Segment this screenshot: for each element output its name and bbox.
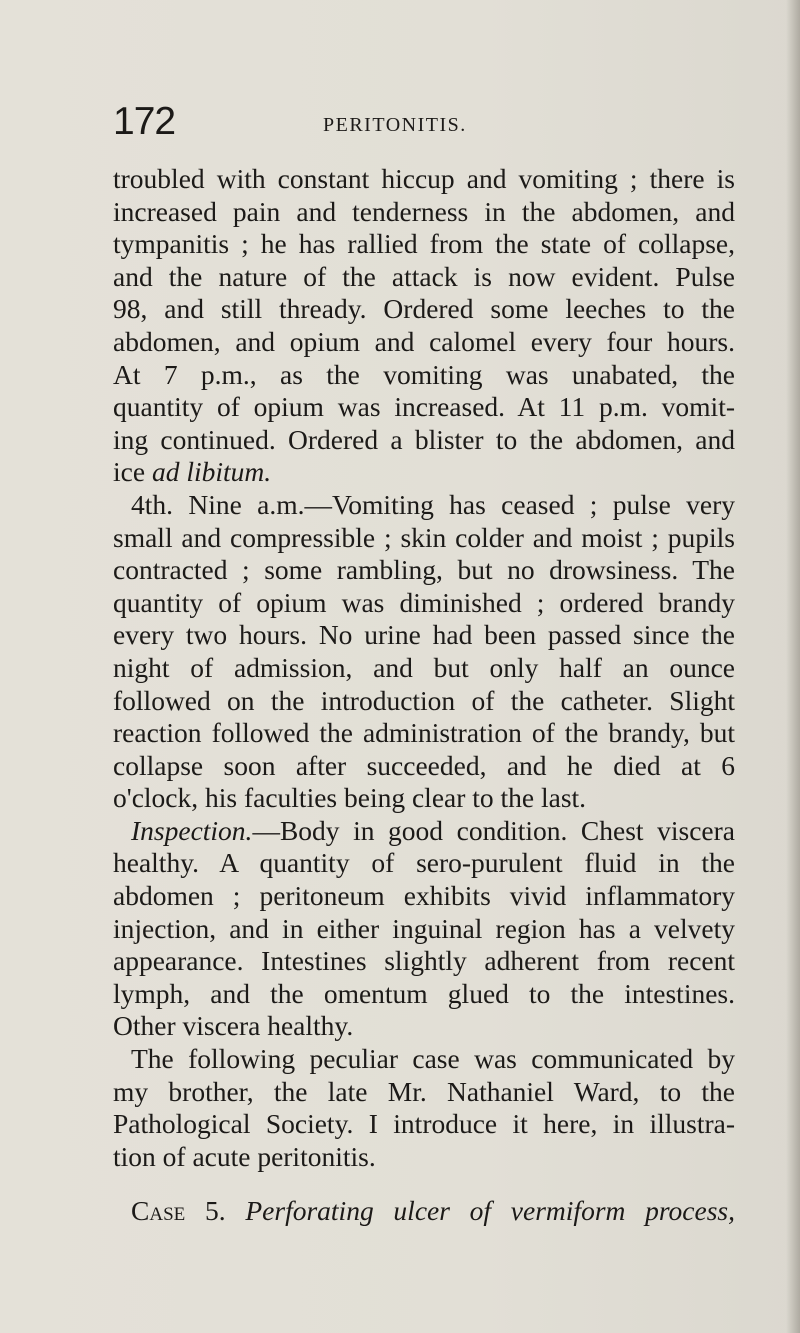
text-line: night of admission, and but only half an ounce bbox=[113, 651, 735, 683]
text-line: Pathological Society. I introduce it here, in illustra- bbox=[113, 1108, 735, 1140]
running-head: PERITONITIS. bbox=[323, 114, 467, 136]
page-edge-shadow bbox=[786, 0, 800, 1333]
case-number: 5. bbox=[185, 1195, 246, 1227]
case-label: Case bbox=[131, 1195, 186, 1227]
text-line: my brother, the late Mr. Nathaniel Ward, to the bbox=[113, 1075, 735, 1107]
text-line: reaction followed the administration of the brandy, but bbox=[113, 717, 735, 749]
text-line: Other viscera healthy. bbox=[113, 1010, 354, 1042]
text-line: small and compressible ; skin colder and moist ; pupils bbox=[113, 521, 735, 553]
page-number: 172 bbox=[113, 100, 176, 143]
text-line: abdomen, and opium and calomel every four hours. bbox=[113, 325, 735, 357]
text-line: o'clock, his faculties being clear to the last. bbox=[113, 782, 587, 814]
text-line: 4th. Nine a.m.—Vomiting has ceased ; pulse very bbox=[131, 488, 735, 520]
text-line: contracted ; some rambling, but no drowsiness. The bbox=[113, 554, 735, 586]
page-header bbox=[113, 100, 733, 160]
text-fragment: —Body in good condition. Chest viscera bbox=[252, 814, 735, 846]
text-line: lymph, and the omentum glued to the intestines. bbox=[113, 977, 735, 1009]
text-line: injection, and in either inguinal region has a velvety bbox=[113, 912, 735, 944]
text-line: tympanitis ; he has rallied from the state of collapse, bbox=[113, 228, 735, 260]
text-line bbox=[113, 815, 735, 848]
text-line: every two hours. No urine had been passed since the bbox=[113, 619, 735, 651]
text-line: and the nature of the attack is now evident. Pulse bbox=[113, 260, 735, 292]
text-line: ing continued. Ordered a blister to the abdomen, and bbox=[113, 423, 735, 455]
case-heading bbox=[113, 1195, 735, 1228]
text-line: appearance. Intestines slightly adherent from recent bbox=[113, 945, 735, 977]
text-line: troubled with constant hiccup and vomiting ; there is bbox=[113, 163, 735, 194]
text-line: quantity of opium was diminished ; ordered brandy bbox=[113, 586, 735, 618]
text-line: abdomen ; peritoneum exhibits vivid inflammatory bbox=[113, 880, 735, 912]
text-line: healthy. A quantity of sero-purulent fluid in the bbox=[113, 847, 735, 879]
text-line: followed on the introduction of the catheter. Slight bbox=[113, 684, 735, 716]
text-fragment: ice bbox=[113, 456, 152, 488]
text-line: tion of acute peritonitis. bbox=[113, 1140, 376, 1172]
text-line: quantity of opium was increased. At 11 p.m. vomit- bbox=[113, 391, 735, 423]
text-line: increased pain and tenderness in the abdomen, and bbox=[113, 195, 735, 227]
text-line: At 7 p.m., as the vomiting was unabated, the bbox=[113, 358, 735, 390]
text-line: The following peculiar case was communicated by bbox=[131, 1043, 735, 1075]
text-line: 98, and still thready. Ordered some leeches to the bbox=[113, 293, 735, 325]
case-title: Perforating ulcer of vermiform process, bbox=[245, 1195, 735, 1227]
italic-phrase: ad libitum. bbox=[151, 456, 272, 488]
body-text bbox=[113, 163, 735, 1228]
text-line bbox=[113, 456, 735, 489]
italic-phrase: Inspection. bbox=[131, 814, 253, 846]
text-line: collapse soon after succeeded, and he died at 6 bbox=[113, 749, 735, 781]
